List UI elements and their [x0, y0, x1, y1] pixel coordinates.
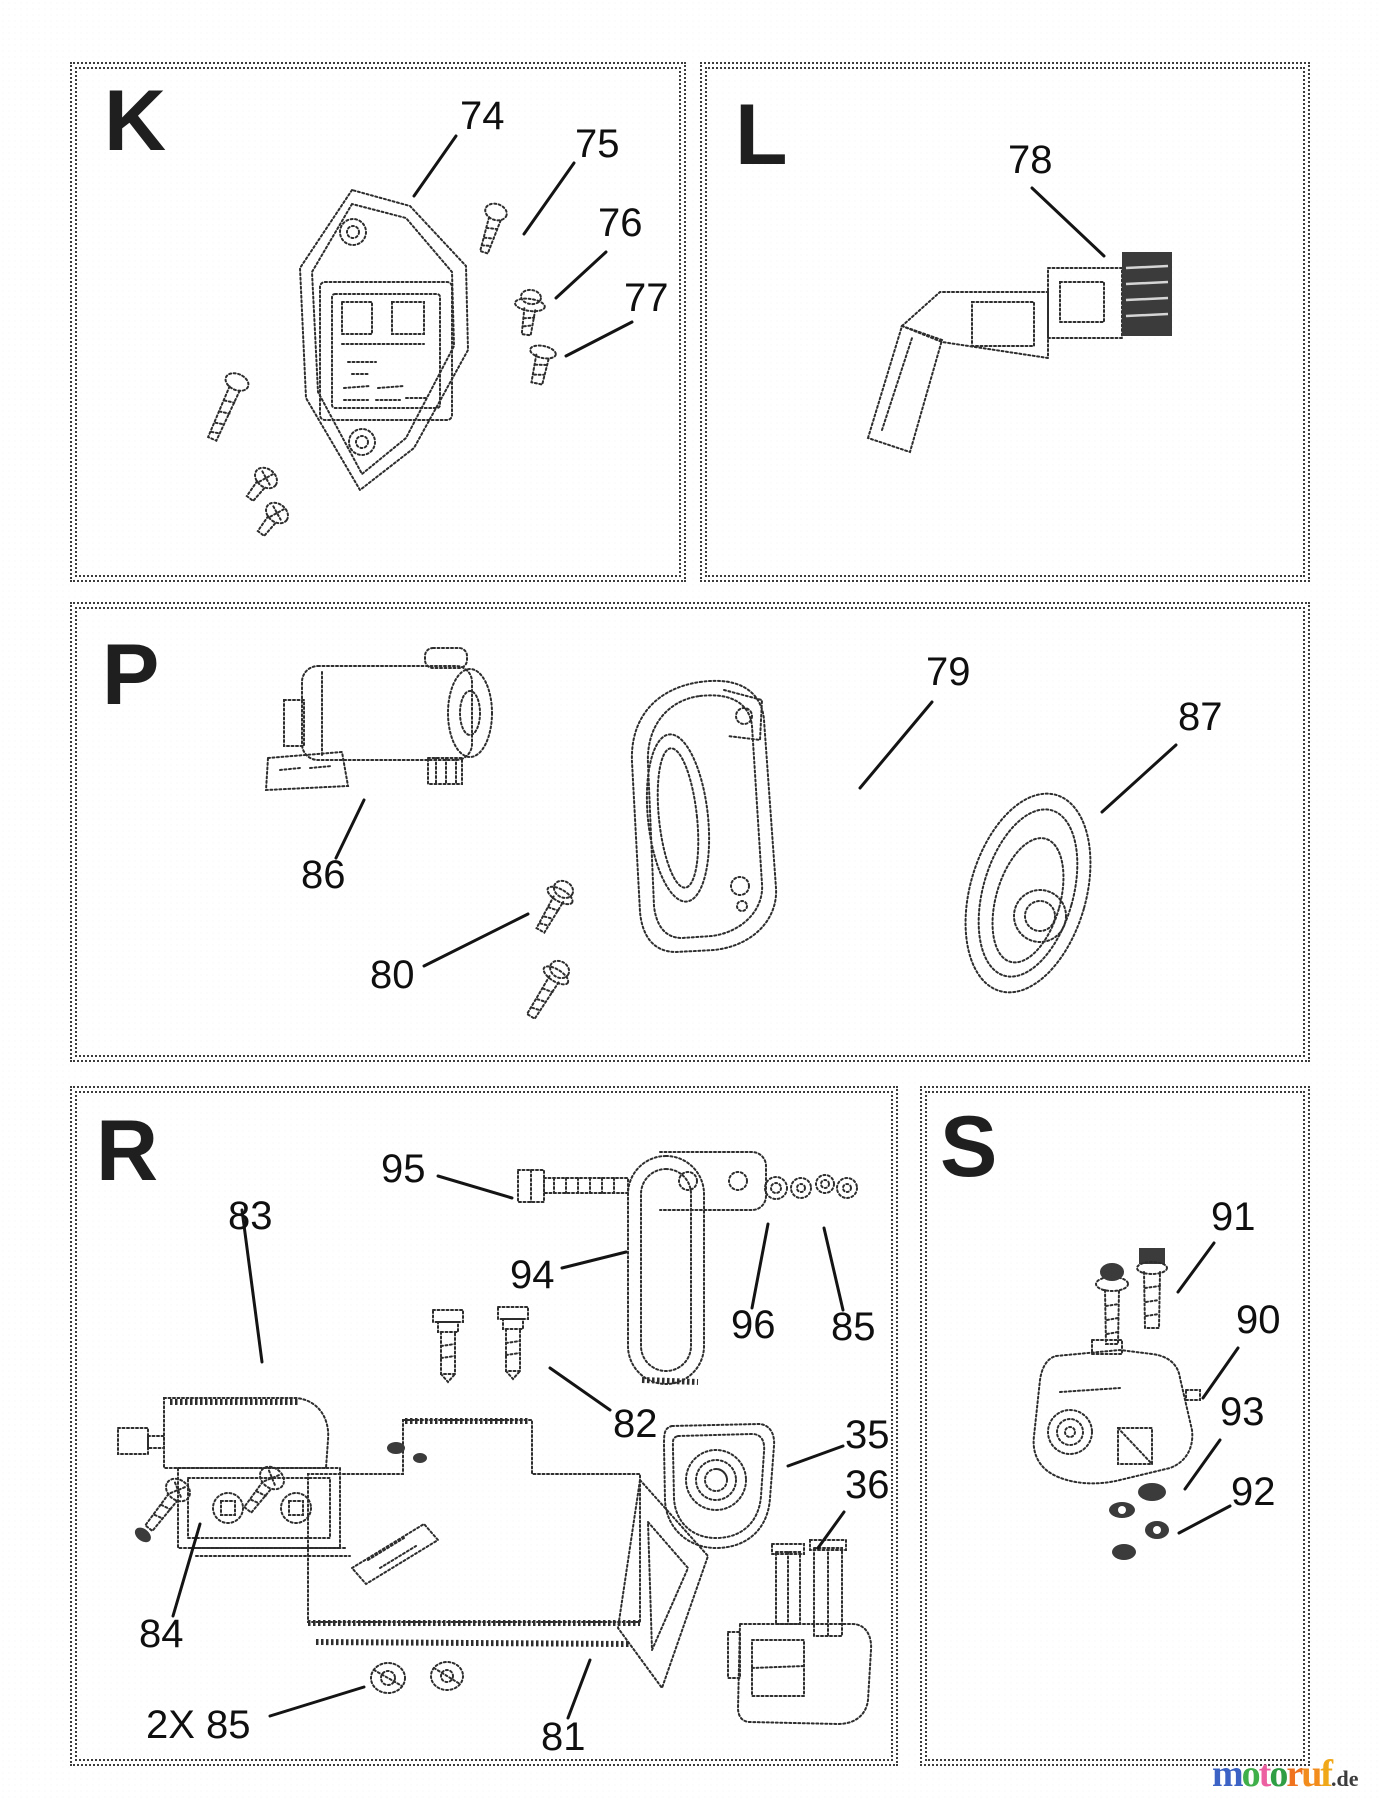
leader-76 [556, 252, 606, 298]
part-grommet-shield-35 [664, 1424, 774, 1548]
panel-letter-K: K [104, 73, 167, 169]
part-pump-36 [728, 1540, 871, 1724]
panel-letter-P: P [102, 627, 160, 723]
leader-91 [1178, 1243, 1214, 1292]
callout-86: 86 [301, 853, 346, 897]
watermark-letter-o1: o [1241, 1753, 1259, 1795]
part-carburetor-90 [1034, 1340, 1200, 1483]
leader-35 [788, 1446, 843, 1466]
callout-80: 80 [370, 953, 415, 997]
callout-82: 82 [613, 1402, 658, 1446]
callout-35: 35 [845, 1413, 890, 1457]
watermark-letter-f: f [1320, 1753, 1331, 1795]
part-starter-86 [266, 648, 492, 790]
callout-79: 79 [926, 650, 971, 694]
panel-letter-S: S [940, 1099, 998, 1195]
screw-k-bottom-1 [241, 464, 281, 506]
callout-77: 77 [624, 276, 669, 320]
fastener-75 [473, 201, 509, 255]
leader-2x85 [270, 1687, 364, 1716]
watermark-letter-u: u [1301, 1753, 1321, 1795]
leader-36 [818, 1512, 844, 1548]
part-bracket-81 [308, 1420, 708, 1688]
callout-90: 90 [1236, 1298, 1281, 1342]
callout-87: 87 [1178, 695, 1223, 739]
callout-2x85: 2X 85 [146, 1703, 251, 1747]
watermark-logo[interactable] [1212, 1752, 1358, 1796]
callout-75: 75 [575, 122, 620, 166]
watermark-letter-r: r [1286, 1753, 1302, 1795]
bolt-k-left [201, 370, 251, 444]
screw-84-a [129, 1474, 194, 1548]
nuts-2x85 [371, 1662, 463, 1693]
leader-77 [566, 322, 632, 356]
leader-85 [824, 1228, 843, 1310]
leader-78 [1032, 188, 1104, 256]
leader-75 [524, 163, 574, 234]
screw-80-b [519, 955, 576, 1023]
callout-91: 91 [1211, 1195, 1256, 1239]
callout-78: 78 [1008, 138, 1053, 182]
leader-79 [860, 702, 932, 788]
screw-82-a [433, 1310, 463, 1382]
callout-74: 74 [460, 94, 505, 138]
callout-85: 85 [831, 1305, 876, 1349]
part-elbow-bracket-78 [868, 252, 1172, 452]
leader-92 [1179, 1506, 1230, 1533]
callout-93: 93 [1220, 1390, 1265, 1434]
callout-83: 83 [228, 1194, 273, 1238]
watermark-letter-m: m [1212, 1753, 1242, 1795]
part-flange-87 [944, 779, 1112, 1007]
fasteners-92-93 [1109, 1483, 1169, 1560]
callout-94: 94 [510, 1253, 555, 1297]
screw-80-a [528, 875, 580, 937]
washers-96-85 [765, 1175, 857, 1199]
part-strap-94 [628, 1152, 766, 1384]
watermark-letter-t: t [1258, 1753, 1270, 1795]
fastener-77 [524, 343, 557, 386]
callout-76: 76 [598, 201, 643, 245]
part-bracket-79 [632, 681, 776, 952]
leader-81 [568, 1660, 590, 1718]
bolt-91-b [1137, 1248, 1167, 1328]
leader-82 [550, 1368, 610, 1410]
bolt-91-a [1096, 1263, 1128, 1344]
leader-94 [562, 1252, 626, 1268]
part-voltage-regulator-74 [300, 190, 468, 490]
callout-36: 36 [845, 1463, 890, 1507]
leader-80 [424, 914, 528, 966]
leader-86 [336, 800, 364, 858]
fastener-76 [511, 288, 547, 337]
screw-82-b [498, 1307, 528, 1379]
callout-92: 92 [1231, 1470, 1276, 1514]
part-bolt-95 [518, 1170, 628, 1202]
leader-95 [438, 1176, 512, 1198]
leader-96 [752, 1224, 768, 1308]
leader-87 [1102, 745, 1176, 812]
panel-letter-R: R [96, 1103, 159, 1199]
callout-84: 84 [139, 1612, 184, 1656]
watermark-letter-o2: o [1269, 1753, 1287, 1795]
part-interlock-switch-83 [118, 1398, 350, 1556]
callout-95: 95 [381, 1147, 426, 1191]
callout-81: 81 [541, 1715, 586, 1759]
watermark-suffix: .de [1330, 1766, 1359, 1791]
panel-letter-L: L [735, 87, 788, 183]
screw-k-bottom-2 [252, 499, 292, 541]
callout-96: 96 [731, 1303, 776, 1347]
leader-74 [414, 136, 456, 196]
